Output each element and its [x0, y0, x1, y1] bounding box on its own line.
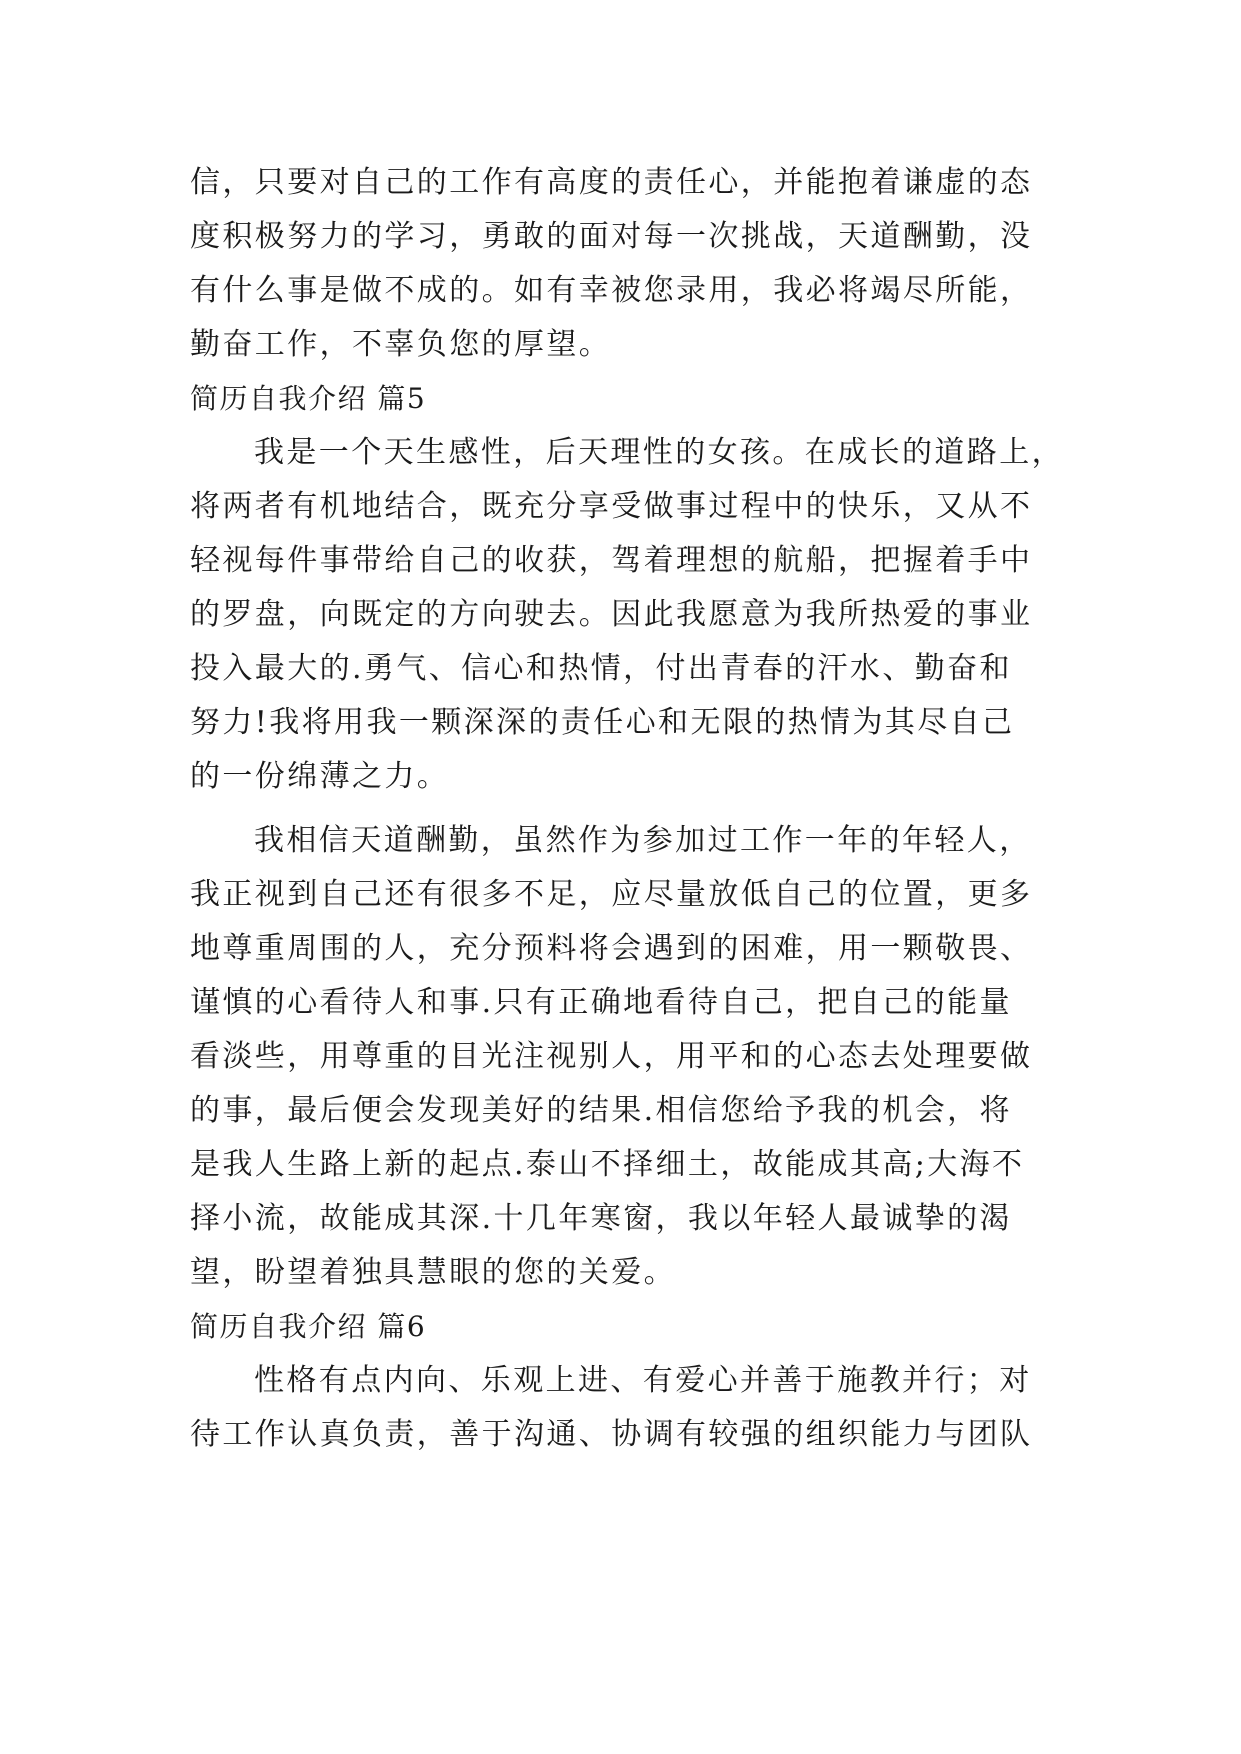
text-line: 有什么事是做不成的。如有幸被您录用，我必将竭尽所能， — [190, 273, 1033, 308]
paragraph-continued — [190, 156, 1055, 372]
text-line: 性格有点内向、乐观上进、有爱心并善于施教并行；对 — [254, 1363, 1032, 1398]
text-line: 择小流，故能成其深.十几年寒窗，我以年轻人最诚挚的渴 — [190, 1201, 1012, 1236]
text-line: 看淡些，用尊重的目光注视别人，用平和的心态去处理要做 — [190, 1039, 1033, 1074]
paragraph — [190, 426, 1064, 804]
text-line: 我相信天道酬勤，虽然作为参加过工作一年的年轻人， — [254, 823, 1032, 858]
text-line: 是我人生路上新的起点.泰山不择细土，故能成其高;大海不 — [190, 1147, 1025, 1182]
text-line: 的一份绵薄之力。 — [190, 759, 450, 794]
text-line: 谨慎的心看待人和事.只有正确地看待自己，把自己的能量 — [190, 985, 1012, 1020]
text-line: 投入最大的.勇气、信心和热情，付出青春的汗水、勤奋和 — [190, 651, 1012, 686]
text-line: 度积极努力的学习，勇敢的面对每一次挑战，天道酬勤，没 — [190, 219, 1033, 254]
paragraph — [190, 1354, 1055, 1462]
text-line: 勤奋工作，不辜负您的厚望。 — [190, 327, 612, 362]
text-line: 我正视到自己还有很多不足，应尽量放低自己的位置，更多 — [190, 877, 1033, 912]
text-line: 的事，最后便会发现美好的结果.相信您给予我的机会，将 — [190, 1093, 1012, 1128]
text-line: 轻视每件事带给自己的收获，驾着理想的航船，把握着手中 — [190, 543, 1033, 578]
text-line: 待工作认真负责，善于沟通、协调有较强的组织能力与团队 — [190, 1417, 1033, 1452]
section-heading: 简历自我介绍 篇6 — [190, 1310, 427, 1343]
text-line: 将两者有机地结合，既充分享受做事过程中的快乐，又从不 — [190, 489, 1033, 524]
text-line: 信，只要对自己的工作有高度的责任心，并能抱着谦虚的态 — [190, 165, 1033, 200]
text-line: 努力!我将用我一颗深深的责任心和无限的热情为其尽自己 — [190, 705, 1015, 740]
text-line: 望，盼望着独具慧眼的您的关爱。 — [190, 1255, 676, 1290]
section-heading: 简历自我介绍 篇5 — [190, 382, 427, 415]
text-line: 我是一个天生感性，后天理性的女孩。在成长的道路上， — [254, 435, 1064, 470]
paragraph — [190, 814, 1055, 1300]
text-line: 的罗盘，向既定的方向驶去。因此我愿意为我所热爱的事业 — [190, 597, 1033, 632]
text-line: 地尊重周围的人，充分预料将会遇到的困难，用一颗敬畏、 — [190, 931, 1033, 966]
document-body — [190, 156, 1064, 1462]
